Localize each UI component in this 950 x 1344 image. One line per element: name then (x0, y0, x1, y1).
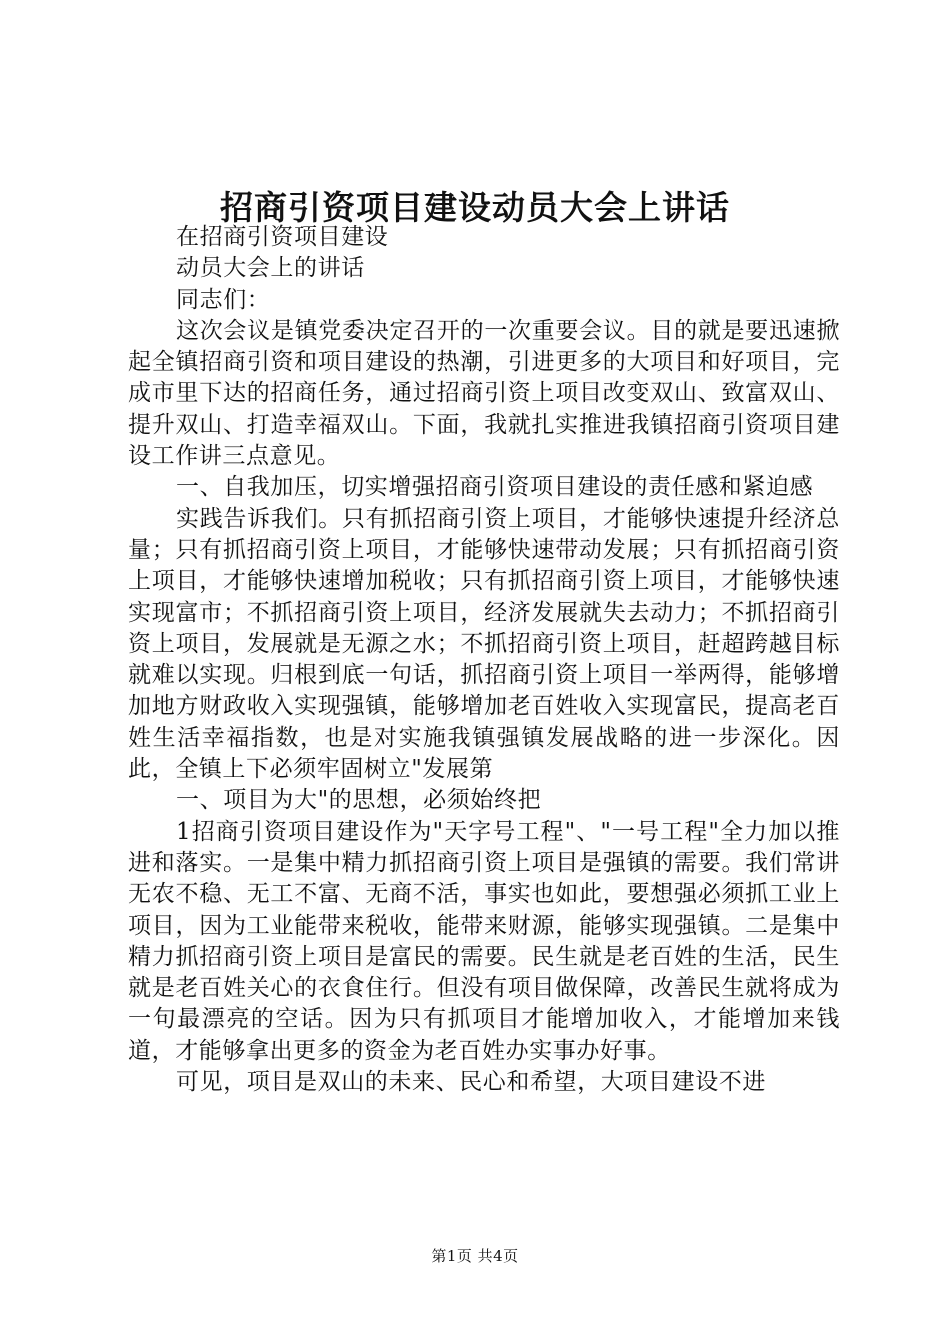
paragraph-key-project: 1招商引资项目建设作为"天字号工程"、"一号工程"全力加以推进和落实。一是集中精力抓招商引资上项目是强镇的需要。我们常讲无农不稳、无工不富、无商不活，事实也如此，要想强必须抓工业上项目，因为工业能带来税收，能带来财源，能够实现强镇。二是集中精力抓招商引资上项目是富民的需要。民生就是老百姓的生活，民生就是老百姓关心的衣食住行。但没有项目做保障，改善民生就将成为一句最漂亮的空话。因为只有抓项目才能增加收入，才能增加来钱道，才能够拿出更多的资金为老百姓办实事办好事。 (128, 818, 840, 1064)
paragraph-heading-line-1: 在招商引资项目建设 (176, 224, 389, 250)
document-title: 招商引资项目建设动员大会上讲话 (220, 188, 730, 227)
paragraph-heading-line-2: 动员大会上的讲话 (176, 255, 365, 282)
paragraph-salutation: 同志们： (176, 286, 271, 313)
section-heading-1: 一、自我加压，切实增强招商引资项目建设的责任感和紧迫感 (176, 474, 814, 501)
paragraph-conclusion: 可见，项目是双山的未来、民心和希望，大项目建设不进 (176, 1069, 766, 1096)
document-body (128, 222, 840, 1098)
paragraph-project-priority: 一、项目为大"的思想，必须始终把 (176, 787, 542, 814)
page-footer: 第1页 共4页 (431, 1247, 519, 1265)
paragraph-practice: 实践告诉我们。只有抓招商引资上项目，才能够快速提升经济总量；只有抓招商引资上项目，才能够快速带动发展；只有抓招商引资上项目，才能够快速增加税收；只有抓招商引资上项目，才能够快速实现富市；不抓招商引资上项目，经济发展就失去动力；不抓招商引资上项目，发展就是无源之水；不抓招商引资上项目，赶超跨越目标就难以实现。归根到底一句话，抓招商引资上项目一举两得，能够增加地方财政收入实现强镇，能够增加老百姓收入实现富民，提高老百姓生活幸福指数，也是对实施我镇强镇发展战略的进一步深化。因此，全镇上下必须牢固树立"发展第 (128, 505, 840, 783)
paragraph-intro: 这次会议是镇党委决定召开的一次重要会议。目的就是要迅速掀起全镇招商引资和项目建设的热潮，引进更多的大项目和好项目，完成市里下达的招商任务，通过招商引资上项目改变双山、致富双山、提升双山、打造幸福双山。下面，我就扎实推进我镇招商引资项目建设工作讲三点意见。 (128, 317, 840, 470)
